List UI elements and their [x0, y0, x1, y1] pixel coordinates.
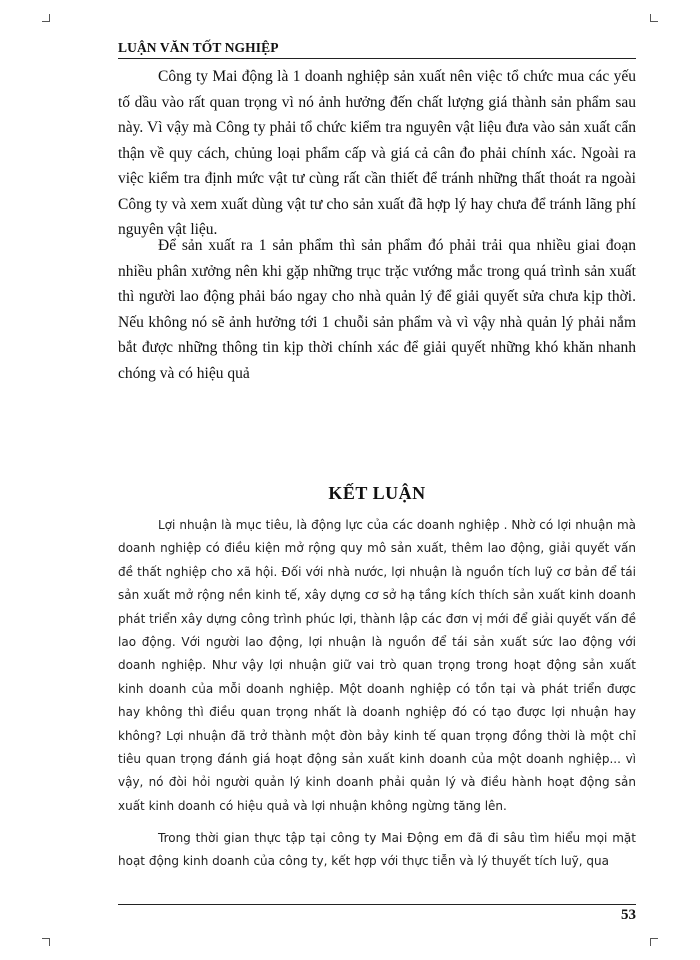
- crop-mark-bottom-right: [650, 938, 658, 946]
- conclusion-paragraph-2: Trong thời gian thực tập tại công ty Mai Động em đã đi sâu tìm hiểu mọi mặt hoạt động kinh doanh của công ty, kết hợp với thực tiễn và lý thuyết tích luỹ, qua: [118, 831, 636, 869]
- footer-rule: [118, 904, 636, 905]
- conclusion-paragraph-1: Lợi nhuận là mục tiêu, là động lực của các doanh nghiệp . Nhờ có lợi nhuận mà doanh nghiệp có điều kiện mở rộng quy mô sản xuất, thêm lao động, giải quyết vấn đề thất nghiệp cho xã hội. Đối với nhà nước, lợi nhuận là nguồn tích luỹ cơ bản để tái sản xuất mở rộng nền kinh tế, xây dựng cơ sở hạ tầng kích thích sản xuất kinh doanh phát triển xây dựng công trình phúc lợi, thành lập các đơn vị mới để giải quyết vấn đề lao động. Với người lao động, lợi nhuận là nguồn để tái sản xuất sức lao động với doanh nghiệp. Như vậy lợi nhuận giữ vai trò quan trọng trong hoạt động sản xuất kinh doanh của mỗi doanh nghiệp. Một doanh nghiệp có tồn tại và phát triển được hay không thì điều quan trọng nhất là doanh nghiệp đó có tạo được lợi nhuận hay không? Lợi nhuận đã trở thành một đòn bảy kinh tế quan trọng đồng thời là một chỉ tiêu quan trọng đánh giá hoạt động sản xuất kinh doanh của một doanh nghiệp... vì vậy, nó đòi hỏi người quản lý kinh doanh phải quản lý và điều hành hoạt động sản xuất kinh doanh có hiệu quả và lợi nhuận không ngừng tăng lên.: [118, 518, 636, 813]
- section-title: KẾT LUẬN: [328, 483, 426, 503]
- crop-mark-bottom-left: [42, 938, 50, 946]
- body-paragraph-2: Để sản xuất ra 1 sản phẩm thì sản phẩm đó phải trải qua nhiều giai đoạn nhiều phân xưởng nên khi gặp những trục trặc vướng mắc trong quá trình sản xuất thì người lao động phải báo ngay cho nhà quản lý để giải quyết sửa chưa kịp thời. Nếu không nó sẽ ảnh hưởng tới 1 chuỗi sản phẩm và vì vậy nhà quản lý phải nắm bắt được những thông tin kịp thời chính xác để giải quyết những khó khăn nhanh chóng và có hiệu quả: [118, 237, 636, 382]
- page-number: 53: [621, 907, 636, 923]
- body-paragraph-1: Công ty Mai động là 1 doanh nghiệp sản xuất nên việc tổ chức mua các yếu tố dầu vào rất quan trọng vì nó ảnh hưởng đến chất lượng giá thành sản phẩm sau này. Vì vậy mà Công ty phải tổ chức kiểm tra nguyên vật liệu đưa vào sản xuất cẩn thận về quy cách, chủng loại phẩm cấp và giá cả cân đo phải chính xác. Ngoài ra việc kiểm tra định mức vật tư cùng rất cần thiết để tránh những thất thoát ra ngoài Công ty và xem xuất dùng vật tư cho sản xuất đã hợp lý hay chưa để tránh lãng phí nguyên vật liệu.: [118, 68, 636, 238]
- crop-mark-top-left: [42, 14, 50, 22]
- running-header: LUẬN VĂN TỐT NGHIỆP: [118, 40, 279, 55]
- crop-mark-top-right: [650, 14, 658, 22]
- header-rule: [118, 58, 636, 59]
